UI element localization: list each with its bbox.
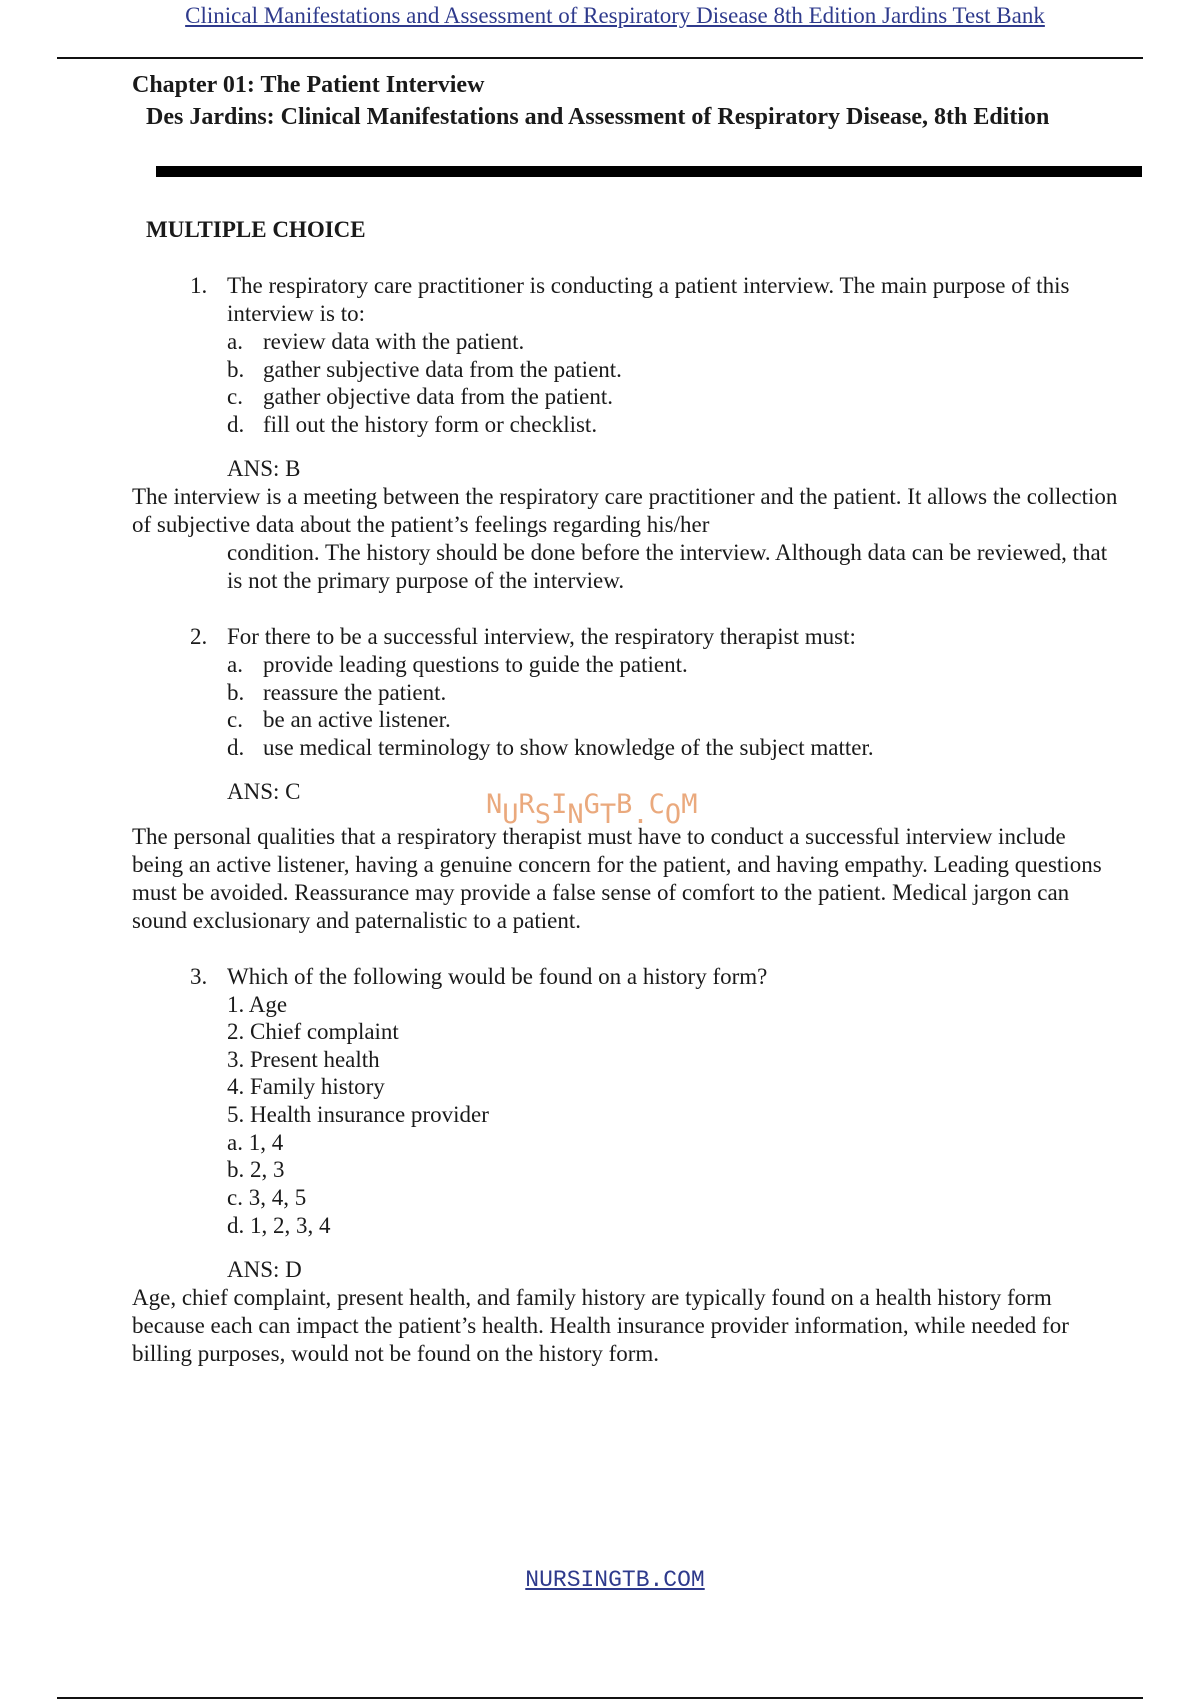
option-b: b. reassure the patient.	[227, 680, 447, 705]
watermark	[486, 789, 698, 830]
question-number: 1.	[190, 273, 208, 298]
question-number: 2.	[190, 624, 208, 649]
watermark-letter: .	[632, 799, 649, 830]
watermark-letter: T	[599, 799, 617, 830]
list-item: 1. Age	[227, 992, 288, 1017]
watermark-letter: C	[648, 789, 665, 820]
list-item: 4. Family history	[227, 1074, 385, 1099]
option-a: a. provide leading questions to guide the patient.	[227, 652, 688, 677]
rationale-continued: condition. The history should be done before the interview. Although data can be reviewed, that is not the primary purpose of the interview.	[227, 540, 1108, 593]
rationale: The personal qualities that a respiratory therapist must have to conduct a successful interview include being an active listener, having a genuine concern for the patient, and having empathy. Leading questions must be avoided. Reassurance may provide a false sense of comfort to the patient. Medical jargon can sound exclusionary and paternalistic to a patient.	[132, 824, 1102, 933]
question-stem: For there to be a successful interview, the respiratory therapist must:	[227, 624, 856, 649]
watermark-letter: R	[518, 789, 535, 820]
watermark-letter: O	[664, 799, 682, 830]
list-item: 2. Chief complaint	[227, 1019, 399, 1044]
list-item: 3. Present health	[227, 1047, 380, 1072]
title-divider	[156, 166, 1142, 177]
book-title: Des Jardins: Clinical Manifestations and Assessment of Respiratory Disease, 8th Edition	[146, 104, 1050, 130]
answer: ANS: B	[227, 456, 301, 481]
answer: ANS: D	[227, 1257, 302, 1282]
watermark-letter: G	[583, 789, 600, 820]
footer-link[interactable]: NURSINGTB.COM	[525, 1567, 705, 1593]
rationale: The interview is a meeting between the respiratory care practitioner and the patient. It allows the collection of subjective data about the patient’s feelings regarding his/her	[132, 484, 1118, 537]
option-c: c. gather objective data from the patient.	[227, 384, 613, 409]
watermark-letter: U	[502, 799, 519, 830]
watermark-letter: N	[486, 789, 503, 820]
top-divider	[57, 57, 1143, 59]
option-b: b. gather subjective data from the patient.	[227, 357, 622, 382]
watermark-letter: N	[567, 799, 584, 830]
question-stem: Which of the following would be found on a history form?	[227, 964, 768, 989]
option-a: a. 1, 4	[227, 1130, 284, 1155]
bottom-divider	[57, 1697, 1143, 1699]
list-item: 5. Health insurance provider	[227, 1102, 489, 1127]
option-d: d. use medical terminology to show knowledge of the subject matter.	[227, 735, 874, 760]
option-b: b. 2, 3	[227, 1157, 285, 1182]
top-title-link[interactable]: Clinical Manifestations and Assessment of Respiratory Disease 8th Edition Jardins Test Bank	[185, 3, 1045, 28]
question-number: 3.	[190, 964, 208, 989]
answer: ANS: C	[227, 779, 301, 804]
option-c: c. 3, 4, 5	[227, 1185, 307, 1210]
option-c: c. be an active listener.	[227, 707, 451, 732]
watermark-letter: B	[616, 789, 633, 820]
question-stem: The respiratory care practitioner is conducting a patient interview. The main purpose of this interview is to:	[227, 273, 1070, 326]
chapter-title: Chapter 01: The Patient Interview	[132, 72, 485, 98]
section-title: MULTIPLE CHOICE	[146, 217, 366, 242]
watermark-letter: M	[681, 789, 698, 820]
option-a: a. review data with the patient.	[227, 329, 525, 354]
option-d: d. 1, 2, 3, 4	[227, 1213, 331, 1238]
option-d: d. fill out the history form or checklist.	[227, 412, 598, 437]
watermark-letter: I	[551, 789, 568, 820]
watermark-letter: S	[534, 799, 552, 830]
rationale: Age, chief complaint, present health, and family history are typically found on a health history form because each can impact the patient’s health. Health insurance provider information, while needed for billing purposes, would not be found on the history form.	[132, 1285, 1069, 1366]
